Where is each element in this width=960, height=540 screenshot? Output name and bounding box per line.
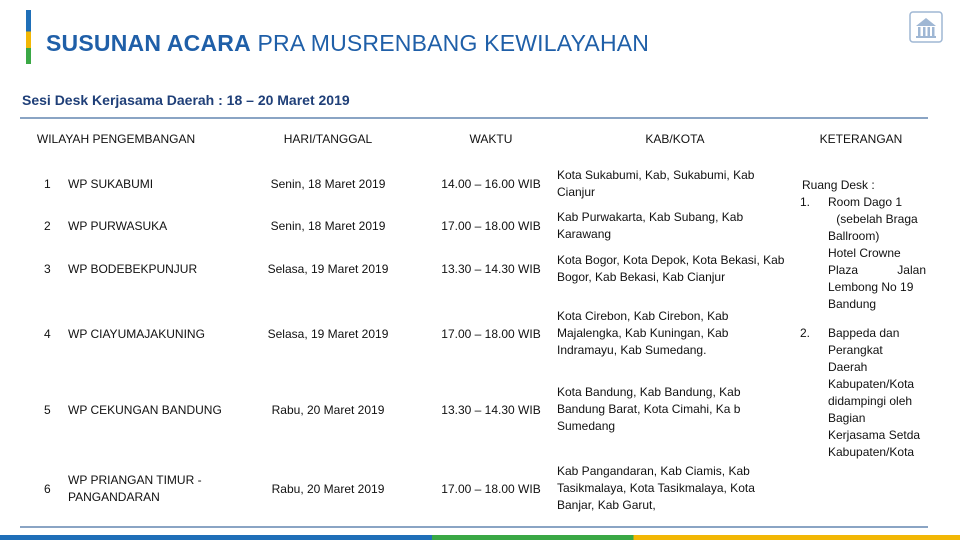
keterangan-line: Kabupaten/Kota	[828, 445, 915, 459]
title-accent-bar	[26, 10, 31, 64]
keterangan-line: didampingi oleh	[828, 394, 913, 408]
row-1-wilayah: WP SUKABUMI	[68, 177, 154, 191]
keterangan-line: Room Dago 1	[828, 195, 903, 209]
keterangan-line: Daerah	[828, 360, 868, 374]
footer-color-strip	[0, 535, 960, 540]
keterangan-line: Lembong No 19	[828, 280, 914, 294]
page-title	[46, 30, 649, 57]
session-subtitle: Sesi Desk Kerjasama Daerah : 18 – 20 Maret 2019	[22, 92, 350, 108]
keterangan-line: Kerjasama Setda	[828, 428, 921, 442]
col-header-wilayah: WILAYAH PENGEMBANGAN	[36, 132, 196, 146]
keterangan-line: Ballroom)	[828, 229, 880, 243]
col-header-waktu: WAKTU	[469, 132, 513, 146]
keterangan-block	[800, 177, 926, 461]
row-6-time: 17.00 – 18.00 WIB	[441, 482, 541, 496]
row-4-date: Selasa, 19 Maret 2019	[267, 327, 389, 341]
row-3-kabkota	[557, 252, 797, 286]
row-3-kabkota-line: Bogor, Kab Bekasi, Kab Cianjur	[557, 270, 726, 284]
row-4-time: 17.00 – 18.00 WIB	[441, 327, 541, 341]
government-building-emblem-icon	[906, 8, 946, 48]
row-5-kabkota-line: Sumedang	[557, 419, 616, 433]
row-5-kabkota-line: Kota Bandung, Kab Bandung, Kab	[557, 385, 741, 399]
row-2-kabkota	[557, 209, 797, 243]
row-5-time: 13.30 – 14.30 WIB	[441, 403, 541, 417]
page-title-rest: PRA MUSRENBANG KEWILAYAHAN	[250, 30, 650, 56]
row-3-kabkota-line: Kota Bogor, Kota Depok, Kota Bekasi, Kab	[557, 253, 785, 267]
keterangan-line: (sebelah Braga	[836, 212, 918, 226]
row-5-kabkota-line: Bandung Barat, Kota Cimahi, Ka b	[557, 402, 741, 416]
keterangan-item-1-text	[828, 194, 926, 313]
keterangan-item-2-number: 2.	[800, 326, 811, 340]
row-2-wilayah: WP PURWASUKA	[68, 219, 168, 233]
keterangan-item-2	[800, 325, 926, 461]
row-4-wilayah: WP CIAYUMAJAKUNING	[68, 327, 205, 341]
keterangan-item-2-text	[828, 325, 926, 461]
row-1-kabkota	[557, 167, 797, 201]
col-header-keterangan: KETERANGAN	[819, 132, 903, 146]
row-4-kabkota-line: Majalengka, Kab Kuningan, Kab	[557, 326, 729, 340]
row-3-date: Selasa, 19 Maret 2019	[267, 262, 389, 276]
row-1-kabkota-line: Cianjur	[557, 185, 596, 199]
row-6-kabkota-line: Tasikmalaya, Kota Tasikmalaya, Kota	[557, 481, 755, 495]
row-5-number: 5	[44, 403, 51, 417]
keterangan-line: Plaza Jalan	[828, 263, 926, 277]
page-title-strong: SUSUNAN ACARA	[46, 30, 251, 56]
keterangan-intro: Ruang Desk :	[802, 178, 875, 192]
table-top-rule	[20, 117, 928, 119]
row-2-kabkota-line: Kab Purwakarta, Kab Subang, Kab	[557, 210, 744, 224]
row-2-date: Senin, 18 Maret 2019	[270, 219, 386, 233]
row-2-number: 2	[44, 219, 51, 233]
row-6-date: Rabu, 20 Maret 2019	[271, 482, 385, 496]
table-bottom-rule	[20, 526, 928, 528]
row-3-number: 3	[44, 262, 51, 276]
row-6-kabkota	[557, 463, 797, 514]
keterangan-line: Perangkat	[828, 343, 883, 357]
row-3-wilayah: WP BODEBEKPUNJUR	[68, 262, 198, 276]
row-4-kabkota-line: Kota Cirebon, Kab Cirebon, Kab	[557, 309, 729, 323]
keterangan-item-1	[800, 194, 926, 313]
keterangan-line: Kabupaten/Kota	[828, 377, 915, 391]
keterangan-line: Bappeda dan	[828, 326, 900, 340]
row-5-date: Rabu, 20 Maret 2019	[271, 403, 385, 417]
col-header-tanggal: HARI/TANGGAL	[283, 132, 373, 146]
row-5-wilayah: WP CEKUNGAN BANDUNG	[68, 403, 222, 417]
row-1-time: 14.00 – 16.00 WIB	[441, 177, 541, 191]
keterangan-line: Hotel Crowne	[828, 246, 901, 260]
row-3-time: 13.30 – 14.30 WIB	[441, 262, 541, 276]
row-2-kabkota-line: Karawang	[557, 227, 612, 241]
col-header-kota: KAB/KOTA	[645, 132, 705, 146]
row-1-kabkota-line: Kota Sukabumi, Kab, Sukabumi, Kab	[557, 168, 755, 182]
row-5-kabkota	[557, 384, 797, 435]
row-2-time: 17.00 – 18.00 WIB	[441, 219, 541, 233]
row-6-kabkota-line: Banjar, Kab Garut,	[557, 498, 656, 512]
keterangan-line: Bagian	[828, 411, 866, 425]
row-1-date: Senin, 18 Maret 2019	[270, 177, 386, 191]
keterangan-item-1-number: 1.	[800, 195, 811, 209]
row-1-number: 1	[44, 177, 51, 191]
keterangan-line: Bandung	[828, 297, 877, 311]
row-6-wilayah: WP PRIANGAN TIMUR - PANGANDARAN	[68, 473, 202, 504]
row-6-kabkota-line: Kab Pangandaran, Kab Ciamis, Kab	[557, 464, 750, 478]
row-4-number: 4	[44, 327, 51, 341]
row-4-kabkota-line: Indramayu, Kab Sumedang.	[557, 343, 707, 357]
row-4-kabkota	[557, 308, 797, 359]
row-6-number: 6	[44, 482, 51, 496]
